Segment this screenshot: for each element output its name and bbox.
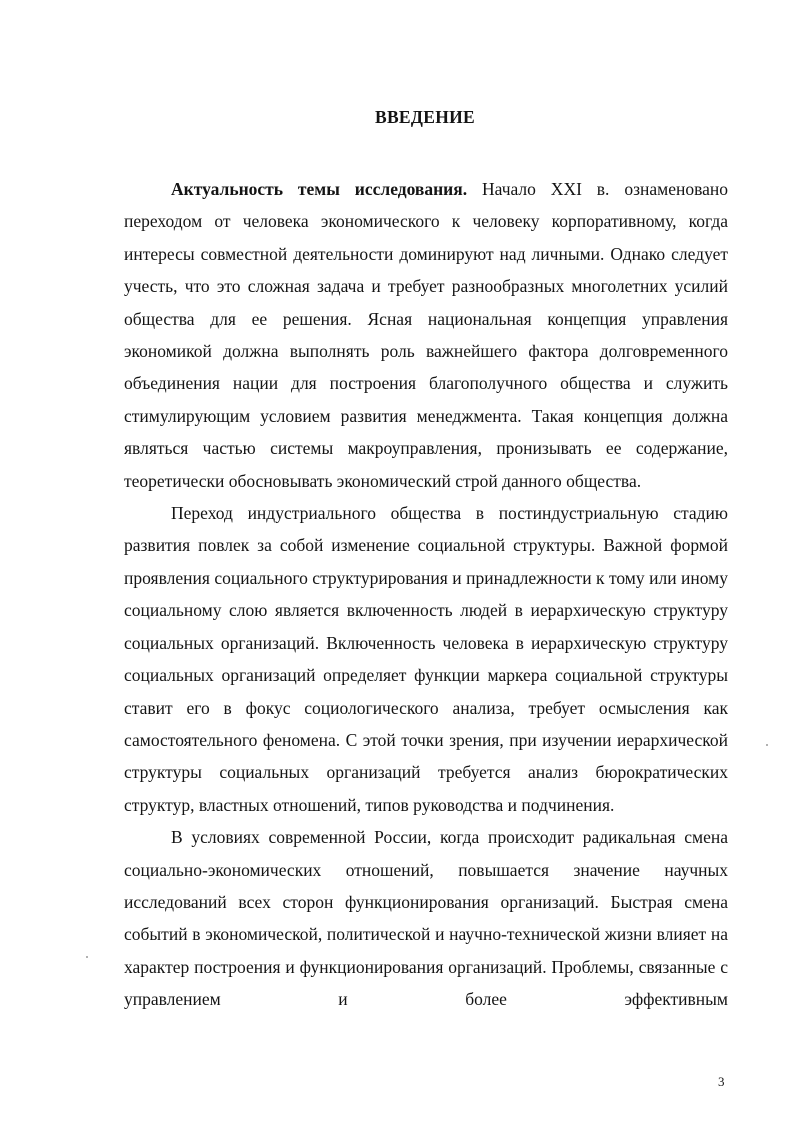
body-text bbox=[124, 173, 728, 1016]
paragraph-text: Переход индустриального общества в постиндустриальную стадию развития повлек за собой изменение социальной структуры. Важной формой проявления социального структурирования и принадлежности к тому или иному социальному слою является включенность людей в иерархическую структуру социальных организаций. Включенность человека в иерархическую структуру социальных организаций определяет функции маркера социальной структуры ставит его в фокус социологического анализа, требует осмысления как самостоятельного феномена. С этой точки зрения, при изучении иерархической структуры социальных организаций требуется анализ бюрократических структур, властных отношений, типов руководства и подчинения. bbox=[124, 503, 728, 815]
paragraph-lead: Актуальность темы исследования. bbox=[171, 179, 468, 199]
scan-speck bbox=[86, 956, 88, 958]
scan-speck bbox=[766, 744, 768, 746]
paragraph-text: В условиях современной России, когда происходит радикальная смена социально-экономических отношений, повышается значение научных исследований всех сторон функционирования организаций. Быстрая смена событий в экономической, политической и научно-технической жизни влияет на характер построения и функционирования организаций. Проблемы, связанные с управлением и более эффективным bbox=[124, 827, 728, 1010]
paragraph-relevance bbox=[124, 173, 728, 497]
paragraph-transition bbox=[124, 497, 728, 821]
paragraph-text: Начало XXI в. ознаменовано переходом от человека экономического к человеку корпоративному, когда интересы совместной деятельности доминируют над личными. Однако следует учесть, что это сложная задача и требует разнообразных многолетних усилий общества для ее решения. Ясная национальная концепция управления экономикой должна выполнять роль важнейшего фактора долговременного объединения нации для построения благополучного общества и служить стимулирующим условием развития менеджмента. Такая концепция должна являться частью системы макроуправления, пронизывать ее содержание, теоретически обосновывать экономический строй данного общества. bbox=[124, 179, 728, 491]
paragraph-russia bbox=[124, 821, 728, 1015]
page-number: 3 bbox=[718, 1074, 725, 1089]
section-heading: ВВЕДЕНИЕ bbox=[374, 107, 476, 127]
